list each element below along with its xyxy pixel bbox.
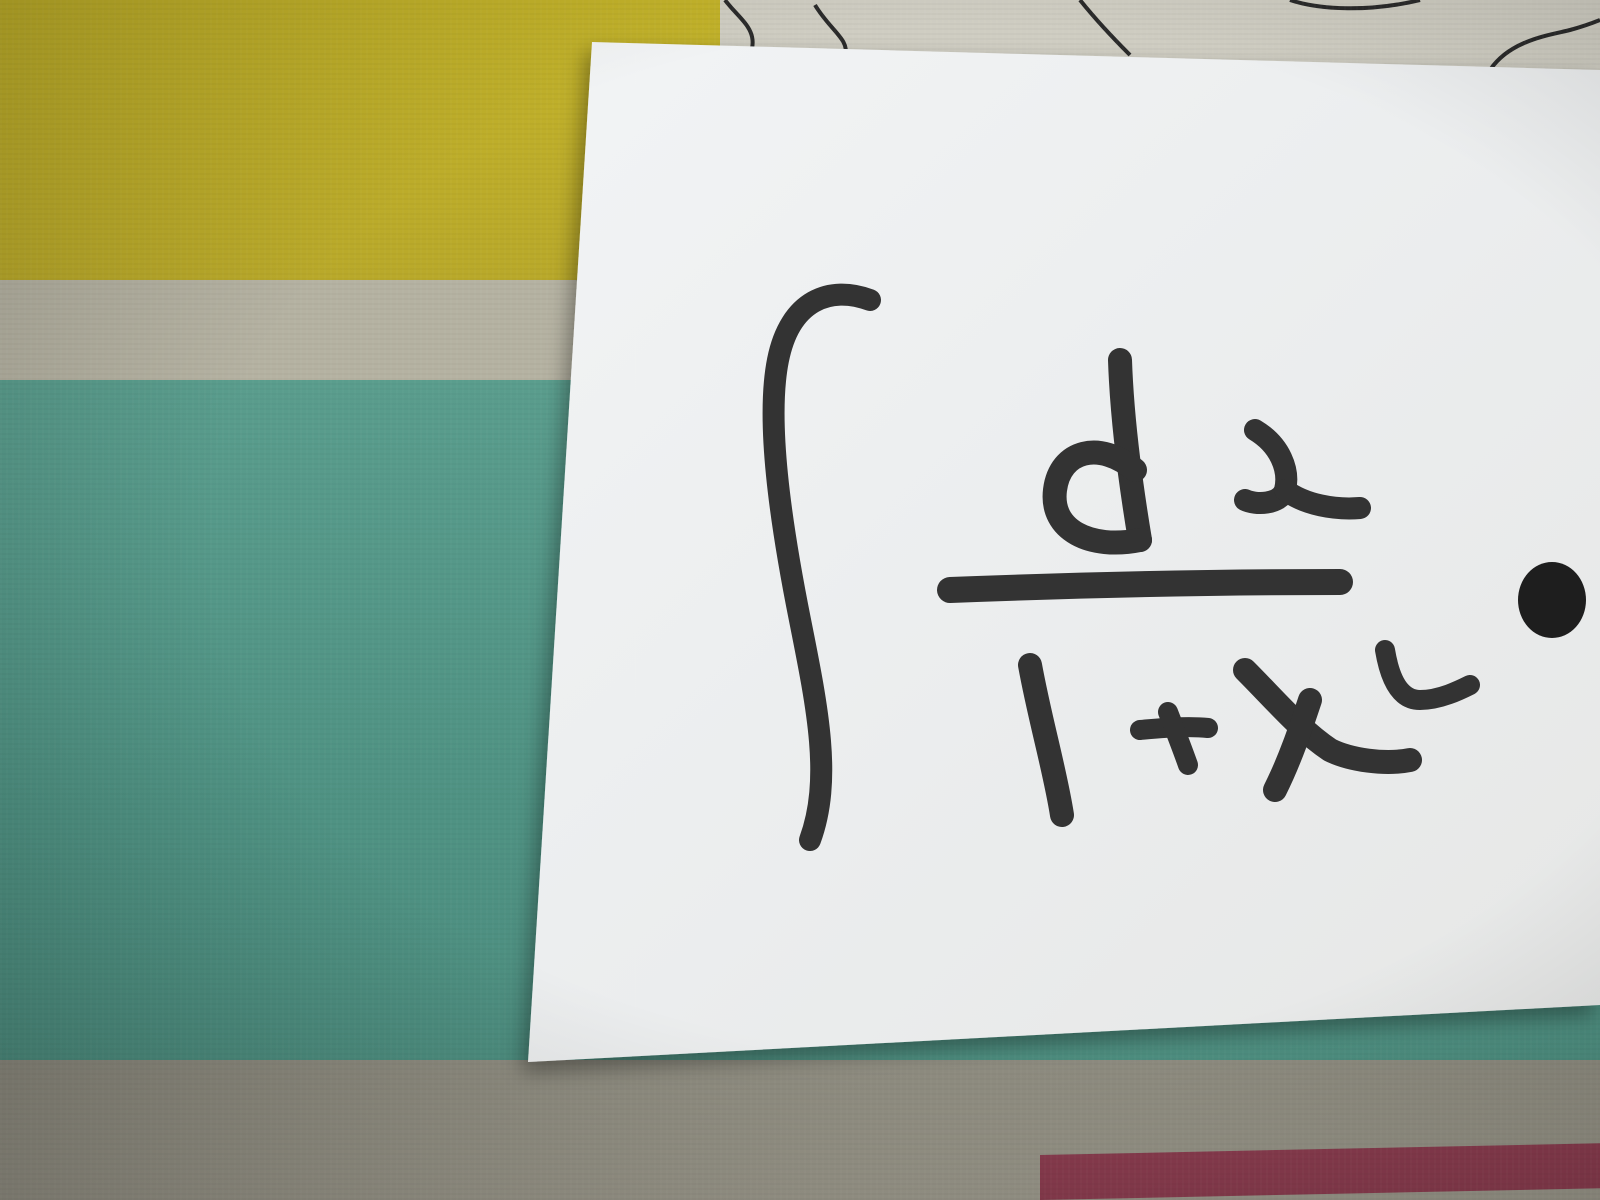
trailing-ink-dot: [1518, 562, 1586, 638]
paper-surface: [528, 42, 1600, 1062]
fraction-bar: [950, 582, 1340, 590]
